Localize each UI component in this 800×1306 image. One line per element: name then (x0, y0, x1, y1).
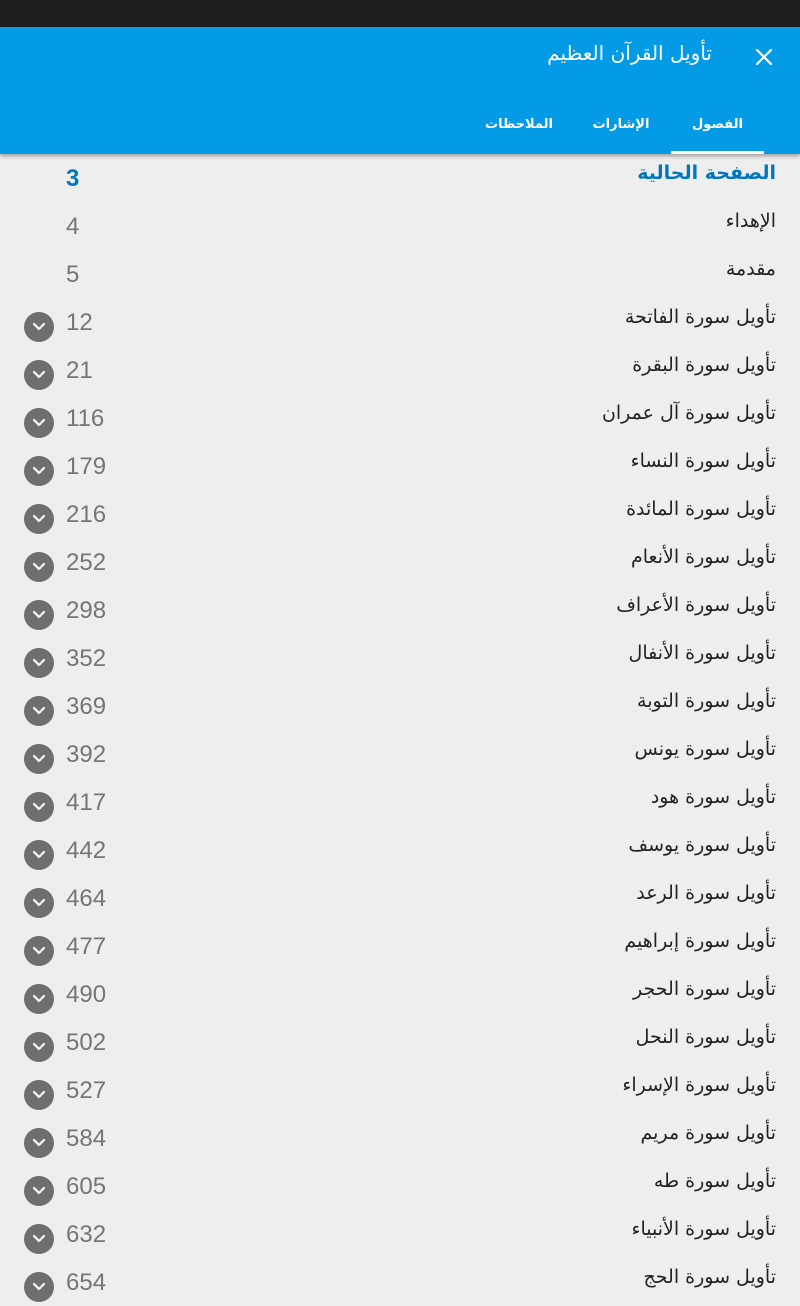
toc-row[interactable] (0, 250, 800, 298)
toc-row-page-number: 4 (66, 213, 80, 240)
toc-row-page-number: 21 (66, 357, 93, 384)
toc-row[interactable] (0, 1258, 800, 1306)
chevron-down-icon (32, 1090, 46, 1100)
toc-row-page-number: 12 (66, 309, 93, 336)
toc-row[interactable] (0, 394, 800, 442)
toc-row[interactable] (0, 730, 800, 778)
close-icon (755, 48, 773, 66)
expand-button[interactable] (24, 1176, 54, 1206)
toc-list (0, 154, 800, 1306)
expand-button[interactable] (24, 1080, 54, 1110)
toc-row-title: تأويل سورة يونس (634, 738, 776, 760)
toc-row-title: تأويل سورة الفاتحة (624, 306, 776, 328)
toc-row-page-number: 442 (66, 837, 107, 864)
expand-button[interactable] (24, 408, 54, 438)
toc-row[interactable] (0, 1066, 800, 1114)
toc-row-page-number: 490 (66, 981, 107, 1008)
expand-button[interactable] (24, 696, 54, 726)
chevron-down-icon (32, 1138, 46, 1148)
toc-row-page-number: 464 (66, 885, 107, 912)
toc-row[interactable] (0, 442, 800, 490)
toc-row-page-number: 116 (66, 405, 105, 432)
toc-row-title: تأويل سورة النساء (630, 450, 776, 472)
expand-button[interactable] (24, 1128, 54, 1158)
chevron-down-icon (32, 370, 46, 380)
toc-row[interactable] (0, 682, 800, 730)
tab-label: الملاحظات (485, 117, 553, 132)
toc-row-page-number: 392 (66, 741, 107, 768)
toc-row[interactable] (0, 1114, 800, 1162)
close-button[interactable] (744, 39, 784, 75)
chevron-down-icon (32, 514, 46, 524)
expand-button[interactable] (24, 888, 54, 918)
toc-row-title: الإهداء (725, 210, 776, 232)
expand-button[interactable] (24, 360, 54, 390)
app-bar (0, 27, 800, 154)
expand-button[interactable] (24, 984, 54, 1014)
toc-row[interactable] (0, 346, 800, 394)
expand-button[interactable] (24, 744, 54, 774)
toc-row-title: تأويل سورة الأنعام (631, 546, 776, 568)
chevron-down-icon (32, 1282, 46, 1292)
toc-row-page-number: 417 (66, 789, 107, 816)
toc-row-title: تأويل سورة الأنبياء (631, 1218, 776, 1240)
chevron-down-icon (32, 1042, 46, 1052)
toc-row-page-number: 252 (66, 549, 107, 576)
chevron-down-icon (32, 466, 46, 476)
toc-row-title: تأويل سورة المائدة (626, 498, 776, 520)
chevron-down-icon (32, 994, 46, 1004)
app-title: تأويل القرآن العظيم (547, 41, 712, 65)
toc-row-title: تأويل سورة الأنفال (628, 642, 776, 664)
toc-row[interactable] (0, 778, 800, 826)
toc-row-page-number: 502 (66, 1029, 107, 1056)
toc-row[interactable] (0, 970, 800, 1018)
toc-row[interactable] (0, 298, 800, 346)
expand-button[interactable] (24, 1272, 54, 1302)
chevron-down-icon (32, 562, 46, 572)
current-page-row[interactable] (0, 154, 800, 202)
tab-label: الفصول (692, 117, 743, 132)
chevron-down-icon (32, 946, 46, 956)
status-bar (0, 0, 800, 27)
toc-row-title: مقدمة (725, 258, 776, 280)
toc-row-page-number: 3 (66, 165, 80, 192)
toc-row-page-number: 298 (66, 597, 107, 624)
toc-row-title: تأويل سورة الإسراء (622, 1074, 776, 1096)
toc-row-page-number: 584 (66, 1125, 107, 1152)
toc-row[interactable] (0, 586, 800, 634)
tab-notes[interactable] (470, 95, 568, 154)
toc-row-title: تأويل سورة إبراهيم (624, 930, 776, 952)
expand-button[interactable] (24, 504, 54, 534)
expand-button[interactable] (24, 1032, 54, 1062)
toc-row-title: تأويل سورة آل عمران (601, 402, 776, 424)
toc-row-title: تأويل سورة الحجر (633, 978, 776, 1000)
chevron-down-icon (32, 898, 46, 908)
toc-row-page-number: 527 (66, 1077, 107, 1104)
toc-row-title: تأويل سورة البقرة (632, 354, 776, 376)
toc-row-title: تأويل سورة النحل (635, 1026, 776, 1048)
expand-button[interactable] (24, 936, 54, 966)
chevron-down-icon (32, 706, 46, 716)
toc-row-title: تأويل سورة طه (653, 1170, 776, 1192)
tab-chapters[interactable] (671, 95, 764, 154)
chevron-down-icon (32, 610, 46, 620)
chevron-down-icon (32, 418, 46, 428)
chevron-down-icon (32, 322, 46, 332)
toc-row[interactable] (0, 874, 800, 922)
toc-row[interactable] (0, 1210, 800, 1258)
chevron-down-icon (32, 1234, 46, 1244)
toc-row-page-number: 369 (66, 693, 107, 720)
toc-row-page-number: 477 (66, 933, 107, 960)
chevron-down-icon (32, 850, 46, 860)
expand-button[interactable] (24, 792, 54, 822)
toc-row[interactable] (0, 538, 800, 586)
chevron-down-icon (32, 754, 46, 764)
toc-row-page-number: 654 (66, 1269, 107, 1296)
toc-row-title: تأويل سورة الرعد (636, 882, 776, 904)
expand-button[interactable] (24, 648, 54, 678)
expand-button[interactable] (24, 840, 54, 870)
toc-row-page-number: 216 (66, 501, 107, 528)
toc-row-page-number: 632 (66, 1221, 107, 1248)
expand-button[interactable] (24, 312, 54, 342)
toc-row-page-number: 605 (66, 1173, 107, 1200)
toc-row-title: تأويل سورة يوسف (628, 834, 776, 856)
toc-row-title: الصفحة الحالية (637, 162, 776, 184)
toc-row-page-number: 5 (66, 261, 80, 288)
toc-row-title: تأويل سورة الأعراف (616, 594, 776, 616)
chevron-down-icon (32, 1186, 46, 1196)
toc-row[interactable] (0, 922, 800, 970)
toc-row[interactable] (0, 826, 800, 874)
toc-row-title: تأويل سورة التوبة (637, 690, 776, 712)
toc-row-title: تأويل سورة هود (650, 786, 776, 808)
expand-button[interactable] (24, 552, 54, 582)
chevron-down-icon (32, 658, 46, 668)
tab-bookmarks[interactable] (573, 95, 669, 154)
toc-row[interactable] (0, 202, 800, 250)
toc-row-title: تأويل سورة الحج (643, 1266, 776, 1288)
toc-row-title: تأويل سورة مريم (640, 1122, 776, 1144)
chevron-down-icon (32, 802, 46, 812)
toc-row-page-number: 179 (66, 453, 107, 480)
tab-label: الإشارات (592, 117, 650, 132)
toc-row[interactable] (0, 634, 800, 682)
toc-row[interactable] (0, 1162, 800, 1210)
toc-row-page-number: 352 (66, 645, 107, 672)
expand-button[interactable] (24, 456, 54, 486)
toc-row[interactable] (0, 490, 800, 538)
expand-button[interactable] (24, 1224, 54, 1254)
expand-button[interactable] (24, 600, 54, 630)
toc-row[interactable] (0, 1018, 800, 1066)
